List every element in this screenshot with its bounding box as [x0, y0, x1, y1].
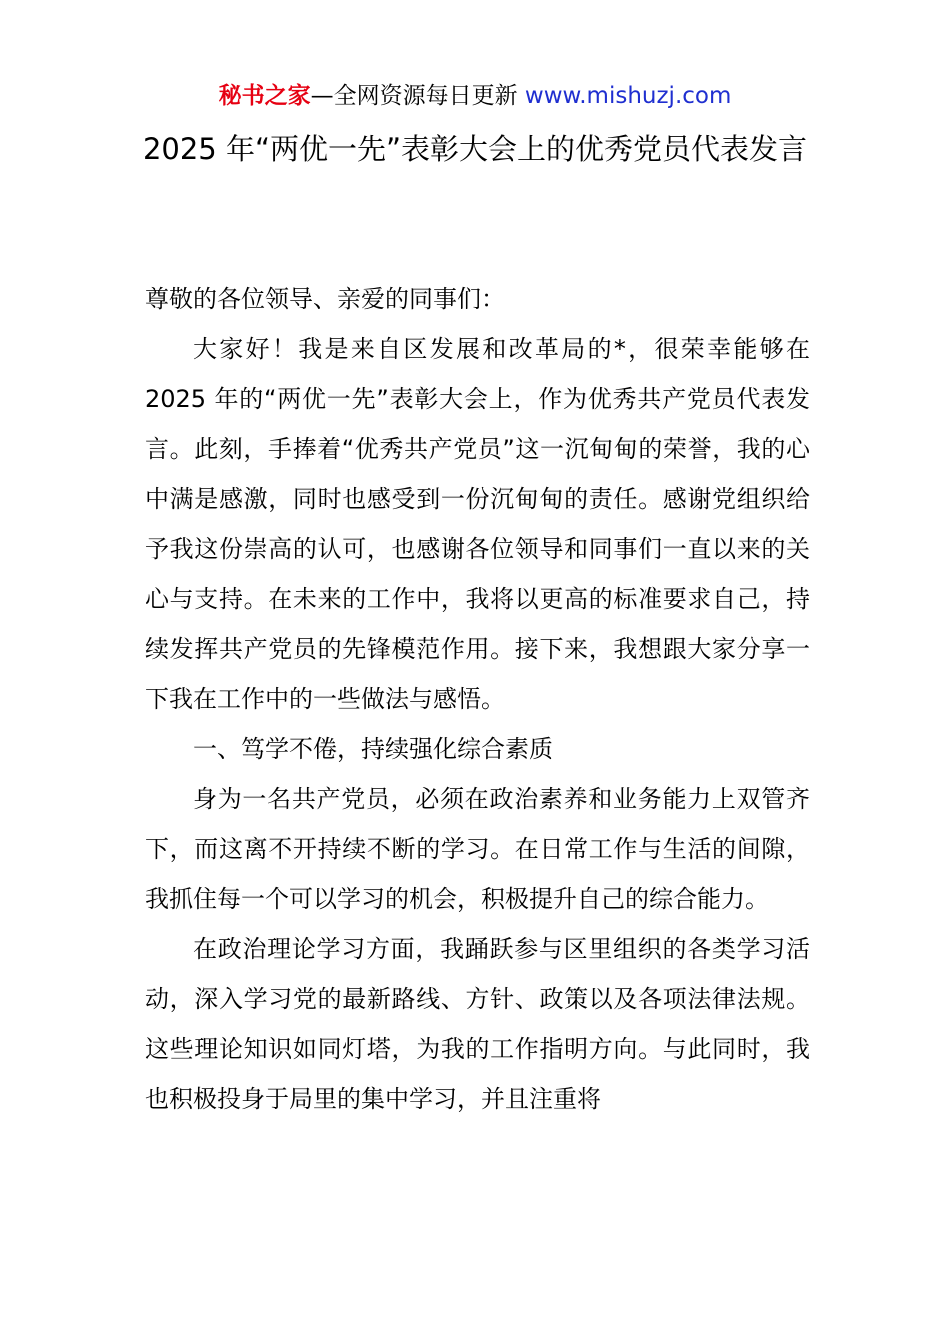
site-header	[0, 80, 950, 112]
paragraph-intro: 大家好！我是来自区发展和改革局的*，很荣幸能够在 2025 年的“两优一先”表彰大会上，作为优秀共产党员代表发言。此刻，手捧着“优秀共产党员”这一沉甸甸的荣誉，我的心中满是感激，同时也感受到一份沉甸甸的责任。感谢党组织给予我这份崇高的认可，也感谢各位领导和同事们一直以来的关心与支持。在未来的工作中，我将以更高的标准要求自己，持续发挥共产党员的先锋模范作用。接下来，我想跟大家分享一下我在工作中的一些做法与感悟。	[145, 335, 810, 713]
salutation: 尊敬的各位领导、亲爱的同事们：	[145, 285, 505, 313]
site-brand: 秘书之家	[218, 83, 311, 109]
site-tagline: —全网资源每日更新	[310, 83, 518, 109]
document-title: 2025 年“两优一先”表彰大会上的优秀党员代表发言	[142, 132, 808, 166]
paragraph-theory: 在政治理论学习方面，我踊跃参与区里组织的各类学习活动，深入学习党的最新路线、方针、政策以及各项法律法规。这些理论知识如同灯塔，为我的工作指明方向。与此同时，我也积极投身于局里的集中学习，并且注重将	[145, 935, 810, 1113]
section-heading-1: 一、笃学不倦，持续强化综合素质	[193, 735, 553, 763]
document-body	[145, 274, 810, 1124]
site-url-link[interactable]: www.mishuzj.com	[524, 83, 732, 109]
paragraph-study: 身为一名共产党员，必须在政治素养和业务能力上双管齐下，而这离不开持续不断的学习。在日常工作与生活的间隙，我抓住每一个可以学习的机会，积极提升自己的综合能力。	[145, 785, 810, 913]
